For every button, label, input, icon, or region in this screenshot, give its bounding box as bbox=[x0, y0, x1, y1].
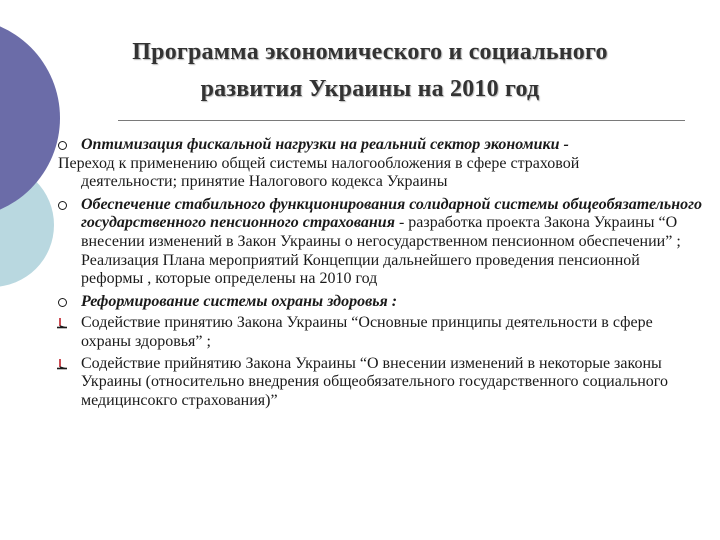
circle-bullet-icon bbox=[58, 201, 67, 210]
bullet-emphasis-health: Реформирование системы охраны здоровья : bbox=[81, 292, 398, 310]
slide-title-line2: развития Украины на 2010 год bbox=[200, 76, 540, 102]
sub-bullet-text-insurance: Содействие прийнятию Закона Украины “О внесении изменений в некоторые законы Украины (относительно внедрения общеобязательного государственного социального медицинсокго страхования)” bbox=[81, 354, 668, 409]
bullet-item-health bbox=[0, 293, 712, 312]
bullet-text-fiscal-first: Переход к применению общей системы налогообложения в сфере страховой bbox=[58, 154, 580, 172]
slide-title-line1: Программа экономического и социального bbox=[132, 39, 608, 65]
sub-bullet-text-principles: Содействие принятию Закона Украины “Основные принципы деятельности в сфере охраны здоровья” ; bbox=[81, 314, 653, 350]
bullet-dash-pension: - bbox=[394, 214, 405, 232]
circle-bullet-icon bbox=[58, 298, 67, 307]
sub-bullet-item-principles bbox=[0, 314, 712, 351]
bullet-emphasis-fiscal: Оптимизация фискальной нагрузки на реальний сектор экономики - bbox=[81, 136, 569, 153]
circle-bullet-icon bbox=[58, 141, 67, 150]
bullet-emphasis-pension: Обеспечение стабильного функционирования солидарной системы общеобязательного государственного пенсионного страхования bbox=[81, 195, 702, 232]
slide-title bbox=[80, 34, 660, 108]
arrow-bullet-icon bbox=[57, 358, 67, 370]
sub-bullet-item-insurance bbox=[0, 355, 712, 411]
bullet-text-pension: разработка проекта Закона Украины “О внесении изменений в Закон Украины о негосударственном пенсионном обеспечении” ; Реализация Плана мероприятий Концепции дальнейшего проведения пенсионной реформы , которые определены на 2010 год bbox=[81, 214, 681, 288]
slide-body bbox=[0, 136, 712, 410]
title-divider bbox=[118, 120, 685, 121]
bullet-text-fiscal-rest: деятельности; принятие Налогового кодекса Украины bbox=[81, 173, 448, 191]
bullet-item-pension bbox=[0, 196, 712, 289]
arrow-bullet-icon bbox=[57, 317, 67, 329]
bullet-item-fiscal bbox=[0, 136, 712, 155]
